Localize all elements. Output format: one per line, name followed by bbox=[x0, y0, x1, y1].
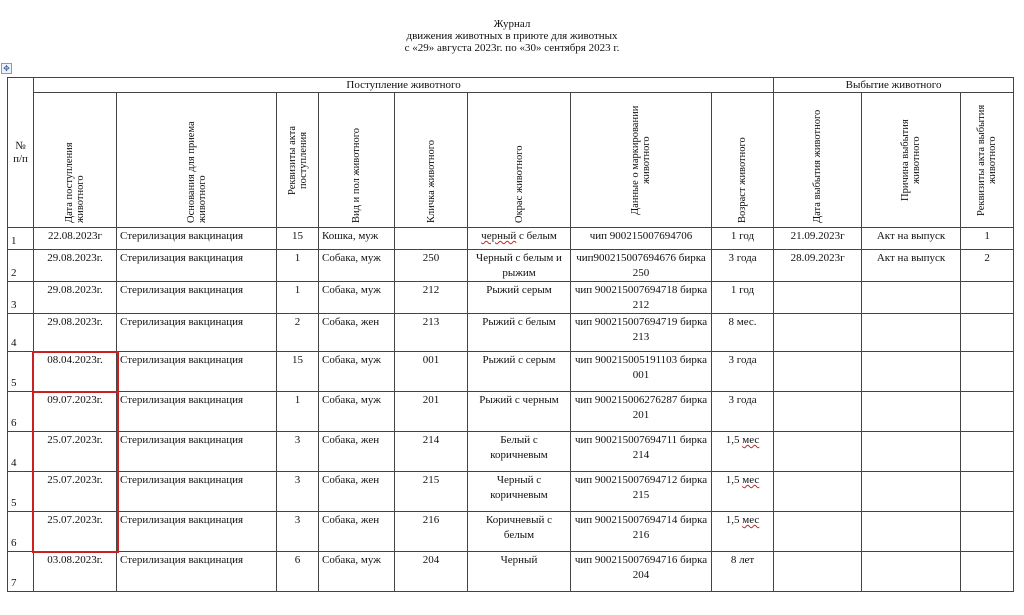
cell-reason: Стерилизация вакцинация bbox=[117, 352, 277, 392]
header-arrival-date-text: Дата поступления животного bbox=[64, 142, 86, 223]
header-num: № п/п bbox=[8, 78, 34, 228]
header-out-date-text: Дата выбытия животного bbox=[812, 109, 824, 223]
cell-age: 1 год bbox=[712, 228, 774, 250]
cell-out-date bbox=[774, 552, 862, 592]
cell-kind-sex: Собака, муж bbox=[319, 250, 395, 282]
cell-out-act bbox=[961, 512, 1014, 552]
table-move-handle-icon[interactable]: ✥ bbox=[1, 63, 12, 74]
table-row bbox=[8, 472, 1014, 512]
cell-arrival-date: 08.04.2023г. bbox=[34, 352, 117, 392]
header-color-text: Окрас животного bbox=[513, 145, 525, 223]
cell-kind-sex: Кошка, муж bbox=[319, 228, 395, 250]
highlight-box-2 bbox=[32, 391, 119, 553]
highlight-box-1 bbox=[32, 351, 119, 393]
cell-act: 3 bbox=[277, 512, 319, 552]
cell-number: 2 bbox=[8, 250, 34, 282]
header-age-text: Возраст животного bbox=[737, 137, 749, 223]
cell-act: 1 bbox=[277, 392, 319, 432]
title-line-2: движения животных в приюте для животных bbox=[406, 30, 618, 42]
cell-name: 213 bbox=[395, 314, 468, 352]
cell-reason: Стерилизация вакцинация bbox=[117, 392, 277, 432]
cell-out-reason bbox=[862, 432, 961, 472]
cell-age: 1,5 мес bbox=[712, 432, 774, 472]
table-row bbox=[8, 352, 1014, 392]
header-out-date bbox=[774, 93, 862, 228]
cell-act: 15 bbox=[277, 352, 319, 392]
cell-out-act bbox=[961, 314, 1014, 352]
header-reason-text: Основания для приема животного bbox=[185, 121, 208, 223]
cell-out-act bbox=[961, 432, 1014, 472]
header-act-text: Реквизиты акта поступления bbox=[286, 125, 309, 195]
spellcheck-mark: черный bbox=[481, 230, 517, 242]
cell-age: 8 мес. bbox=[712, 314, 774, 352]
cell-arrival-date: 25.07.2023г. bbox=[34, 432, 117, 472]
spellcheck-mark: мес bbox=[742, 514, 760, 526]
table-row bbox=[8, 314, 1014, 352]
cell-name: 212 bbox=[395, 282, 468, 314]
cell-out-date bbox=[774, 512, 862, 552]
cell-arrival-date: 29.08.2023г. bbox=[34, 250, 117, 282]
header-out-act-text: Реквизиты акта выбытия животного bbox=[976, 104, 999, 216]
cell-out-date: 21.09.2023г bbox=[774, 228, 862, 250]
cell-number: 5 bbox=[8, 472, 34, 512]
cell-out-act: 2 bbox=[961, 250, 1014, 282]
cell-marking: чип 900215007694712 бирка 215 bbox=[571, 472, 712, 512]
cell-age: 1 год bbox=[712, 282, 774, 314]
header-name-text: Кличка животного bbox=[425, 140, 437, 223]
cell-act: 6 bbox=[277, 552, 319, 592]
cell-kind-sex: Собака, жен bbox=[319, 432, 395, 472]
cell-out-reason bbox=[862, 314, 961, 352]
cell-color: черный с белым bbox=[468, 228, 571, 250]
cell-act: 1 bbox=[277, 250, 319, 282]
table-row bbox=[8, 228, 1014, 250]
cell-age: 1,5 мес bbox=[712, 512, 774, 552]
cell-kind-sex: Собака, жен bbox=[319, 512, 395, 552]
cell-marking: чип900215007694676 бирка 250 bbox=[571, 250, 712, 282]
cell-reason: Стерилизация вакцинация bbox=[117, 282, 277, 314]
cell-out-act bbox=[961, 472, 1014, 512]
header-arrival-date bbox=[34, 93, 117, 228]
cell-arrival-date: 03.08.2023г. bbox=[34, 552, 117, 592]
cell-number: 3 bbox=[8, 282, 34, 314]
cell-out-reason bbox=[862, 552, 961, 592]
cell-out-act bbox=[961, 352, 1014, 392]
cell-color: Черный bbox=[468, 552, 571, 592]
cell-number: 6 bbox=[8, 512, 34, 552]
cell-marking: чип 900215007694711 бирка 214 bbox=[571, 432, 712, 472]
cell-arrival-date: 25.07.2023г. bbox=[34, 472, 117, 512]
header-name bbox=[395, 93, 468, 228]
cell-reason: Стерилизация вакцинация bbox=[117, 552, 277, 592]
header-arrival-group: Поступление животного bbox=[34, 78, 774, 93]
cell-act: 3 bbox=[277, 432, 319, 472]
cell-name: 250 bbox=[395, 250, 468, 282]
journal-title bbox=[0, 18, 1024, 54]
table-row bbox=[8, 250, 1014, 282]
cell-out-reason bbox=[862, 352, 961, 392]
cell-out-reason bbox=[862, 392, 961, 432]
title-line-1: Журнал bbox=[493, 18, 531, 30]
cell-number: 5 bbox=[8, 352, 34, 392]
cell-out-date bbox=[774, 432, 862, 472]
animal-movement-table bbox=[7, 77, 1014, 592]
header-departure-group: Выбытие животного bbox=[774, 78, 1014, 93]
cell-color: Рыжий серым bbox=[468, 282, 571, 314]
header-color bbox=[468, 93, 571, 228]
header-kind-sex bbox=[319, 93, 395, 228]
cell-marking: чип 900215007694716 бирка 204 bbox=[571, 552, 712, 592]
cell-arrival-date: 22.08.2023г bbox=[34, 228, 117, 250]
cell-name: 214 bbox=[395, 432, 468, 472]
cell-kind-sex: Собака, жен bbox=[319, 472, 395, 512]
cell-age: 1,5 мес bbox=[712, 472, 774, 512]
cell-out-reason: Акт на выпуск bbox=[862, 228, 961, 250]
header-kind-sex-text: Вид и пол животного bbox=[351, 127, 362, 223]
spellcheck-mark: мес bbox=[742, 474, 760, 486]
cell-marking: чип 900215007694714 бирка 216 bbox=[571, 512, 712, 552]
cell-name: 201 bbox=[395, 392, 468, 432]
cell-number: 7 bbox=[8, 552, 34, 592]
cell-out-date: 28.09.2023г bbox=[774, 250, 862, 282]
cell-number: 1 bbox=[8, 228, 34, 250]
header-out-act bbox=[961, 93, 1014, 228]
header-act bbox=[277, 93, 319, 228]
table-row bbox=[8, 552, 1014, 592]
header-out-reason-text: Причина выбытия животного bbox=[900, 119, 923, 201]
table-row bbox=[8, 512, 1014, 552]
cell-out-act bbox=[961, 552, 1014, 592]
cell-number: 4 bbox=[8, 314, 34, 352]
cell-reason: Стерилизация вакцинация bbox=[117, 432, 277, 472]
cell-age: 3 года bbox=[712, 392, 774, 432]
cell-out-reason bbox=[862, 472, 961, 512]
title-line-3: с «29» августа 2023г. по «30» сентября 2023 г. bbox=[404, 42, 620, 54]
cell-arrival-date: 29.08.2023г. bbox=[34, 314, 117, 352]
cell-color: Черный с белым и рыжим bbox=[468, 250, 571, 282]
cell-color: Черный с коричневым bbox=[468, 472, 571, 512]
table-row bbox=[8, 392, 1014, 432]
cell-out-reason bbox=[862, 512, 961, 552]
cell-out-date bbox=[774, 314, 862, 352]
cell-color: Белый с коричневым bbox=[468, 432, 571, 472]
cell-kind-sex: Собака, муж bbox=[319, 552, 395, 592]
cell-kind-sex: Собака, жен bbox=[319, 314, 395, 352]
cell-age: 8 лет bbox=[712, 552, 774, 592]
cell-reason: Стерилизация вакцинация bbox=[117, 228, 277, 250]
cell-name: 215 bbox=[395, 472, 468, 512]
cell-marking: чип 900215006276287 бирка 201 bbox=[571, 392, 712, 432]
cell-act: 3 bbox=[277, 472, 319, 512]
cell-arrival-date: 29.08.2023г. bbox=[34, 282, 117, 314]
header-age bbox=[712, 93, 774, 228]
cell-act: 2 bbox=[277, 314, 319, 352]
cell-color: Рыжий с серым bbox=[468, 352, 571, 392]
cell-name: 216 bbox=[395, 512, 468, 552]
cell-name: 204 bbox=[395, 552, 468, 592]
cell-act: 15 bbox=[277, 228, 319, 250]
cell-out-date bbox=[774, 282, 862, 314]
header-reason bbox=[117, 93, 277, 228]
cell-out-date bbox=[774, 472, 862, 512]
cell-out-act: 1 bbox=[961, 228, 1014, 250]
cell-arrival-date: 09.07.2023г. bbox=[34, 392, 117, 432]
cell-color: Рыжий с черным bbox=[468, 392, 571, 432]
cell-out-date bbox=[774, 392, 862, 432]
cell-reason: Стерилизация вакцинация bbox=[117, 472, 277, 512]
cell-color: Коричневый с белым bbox=[468, 512, 571, 552]
cell-number: 6 bbox=[8, 392, 34, 432]
cell-out-reason bbox=[862, 282, 961, 314]
header-marking-text: Данные о маркировании животного bbox=[630, 105, 652, 215]
cell-out-act bbox=[961, 282, 1014, 314]
cell-name bbox=[395, 228, 468, 250]
cell-act: 1 bbox=[277, 282, 319, 314]
cell-age: 3 года bbox=[712, 352, 774, 392]
cell-color: Рыжий с белым bbox=[468, 314, 571, 352]
cell-arrival-date: 25.07.2023г. bbox=[34, 512, 117, 552]
header-out-reason bbox=[862, 93, 961, 228]
cell-number: 4 bbox=[8, 432, 34, 472]
table-row bbox=[8, 282, 1014, 314]
spellcheck-mark: мес bbox=[742, 434, 760, 446]
cell-out-date bbox=[774, 352, 862, 392]
cell-reason: Стерилизация вакцинация bbox=[117, 250, 277, 282]
cell-name: 001 bbox=[395, 352, 468, 392]
cell-kind-sex: Собака, муж bbox=[319, 282, 395, 314]
cell-age: 3 года bbox=[712, 250, 774, 282]
cell-marking: чип 900215005191103 бирка 001 bbox=[571, 352, 712, 392]
cell-marking: чип 900215007694718 бирка 212 bbox=[571, 282, 712, 314]
cell-reason: Стерилизация вакцинация bbox=[117, 512, 277, 552]
cell-reason: Стерилизация вакцинация bbox=[117, 314, 277, 352]
table-row bbox=[8, 432, 1014, 472]
cell-kind-sex: Собака, муж bbox=[319, 392, 395, 432]
cell-out-reason: Акт на выпуск bbox=[862, 250, 961, 282]
header-marking bbox=[571, 93, 712, 228]
cell-out-act bbox=[961, 392, 1014, 432]
cell-kind-sex: Собака, муж bbox=[319, 352, 395, 392]
cell-marking: чип 900215007694719 бирка 213 bbox=[571, 314, 712, 352]
cell-marking: чип 900215007694706 bbox=[571, 228, 712, 250]
